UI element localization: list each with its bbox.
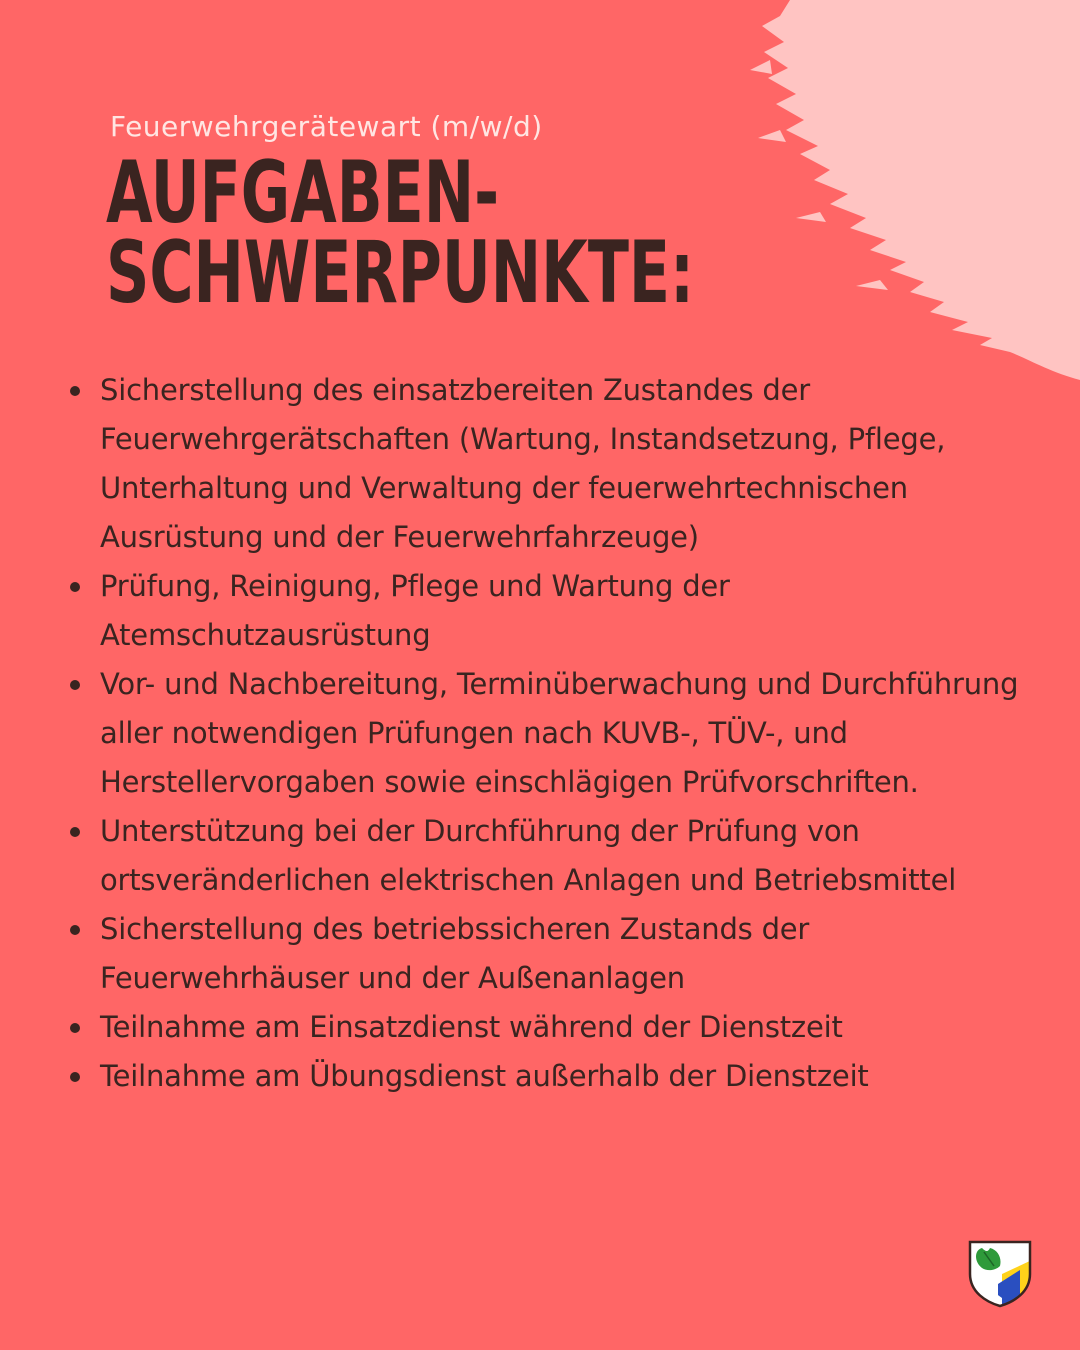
list-item	[100, 1003, 1040, 1052]
list-item	[100, 562, 1040, 660]
bullet-icon	[70, 925, 80, 935]
bullet-icon	[70, 386, 80, 396]
coat-of-arms-icon	[968, 1240, 1032, 1308]
list-item	[100, 807, 1040, 905]
bullet-icon	[70, 582, 80, 592]
job-title-subtitle: Feuerwehrgerätewart (m/w/d)	[110, 110, 543, 143]
bullet-icon	[70, 1023, 80, 1033]
brush-blob-decoration	[730, 0, 1080, 400]
bullet-icon	[70, 680, 80, 690]
headline-line-1: AUFGABEN-	[106, 143, 500, 243]
list-item	[100, 660, 1040, 807]
headline-line-2: SCHWERPUNKTE:	[106, 223, 695, 323]
task-text: Teilnahme am Einsatzdienst während der Dienstzeit	[100, 1010, 843, 1044]
task-text: Sicherstellung des betriebssicheren Zustands der Feuerwehrhäuser und der Außenanlagen	[100, 912, 810, 995]
list-item	[100, 905, 1040, 1003]
headline	[106, 143, 695, 323]
task-text: Sicherstellung des einsatzbereiten Zustandes der Feuerwehrgerätschaften (Wartung, Instandsetzung, Pflege, Unterhaltung und Verwaltung der feuerwehrtechnischen Ausrüstung und der Feuerwehrfahrzeuge)	[100, 373, 946, 554]
task-list	[100, 366, 1040, 1101]
bullet-icon	[70, 827, 80, 837]
bullet-icon	[70, 1072, 80, 1082]
task-text: Teilnahme am Übungsdienst außerhalb der Dienstzeit	[100, 1059, 869, 1093]
task-text: Unterstützung bei der Durchführung der Prüfung von ortsveränderlichen elektrischen Anlagen und Betriebsmittel	[100, 814, 957, 897]
list-item	[100, 366, 1040, 562]
task-text: Vor- und Nachbereitung, Terminüberwachung und Durchführung aller notwendigen Prüfungen nach KUVB-, TÜV-, und Herstellervorgaben sowie einschlägigen Prüfvorschriften.	[100, 667, 1019, 799]
list-item	[100, 1052, 1040, 1101]
task-text: Prüfung, Reinigung, Pflege und Wartung der Atemschutzausrüstung	[100, 569, 730, 652]
